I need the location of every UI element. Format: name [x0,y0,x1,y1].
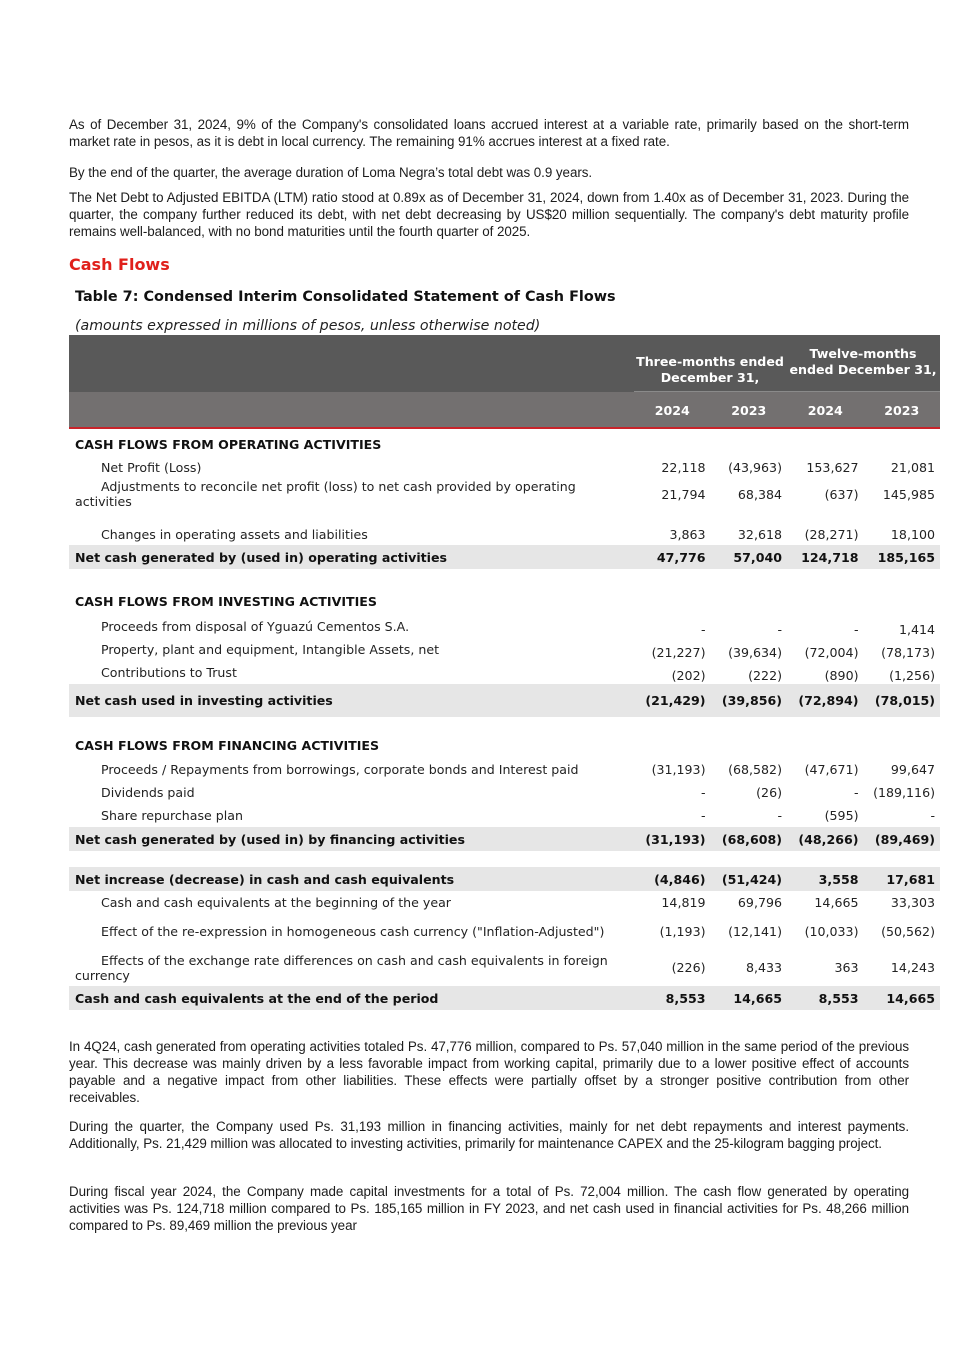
table-row: Changes in operating assets and liabilities 3,863 32,618 (28,271) 18,100 [101,526,935,542]
intro-paragraph-net-debt-ratio: The Net Debt to Adjusted EBITDA (LTM) ratio stood at 0.89x as of December 31, 2024, down from 1.40x as of December 31, 2023. During the quarter, the company further reduced its debt, with net debt decreasing by US$20 million sequentially. The company's debt maturity profile remains well-balanced, with no bond maturities until the fourth quarter of 2025. [69,190,909,239]
total-row-financing: Net cash generated by (used in) by financing activities (31,193) (68,608) (48,266) (89,469) [69,827,940,851]
table-title: Table 7: Condensed Interim Consolidated Statement of Cash Flows [75,289,616,305]
total-row-operating: Net cash generated by (used in) operating activities 47,776 57,040 124,718 185,165 [69,545,940,569]
table-row: Proceeds / Repayments from borrowings, corporate bonds and Interest paid (31,193) (68,582) (47,671) 99,647 [101,762,935,777]
commentary-fiscal-year: During fiscal year 2024, the Company made capital investments for a total of Ps. 72,004 million. The cash flow generated by operating activities was Ps. 124,718 million compared to Ps. 185,165 million in FY 2023, and net cash used in financial activities for Ps. 48,266 million compared to Ps. 89,469 million the previous year [69,1184,909,1233]
header-year-q-2023: 2023 [731,403,767,418]
header-twelve-months: Twelve-months ended December 31, [789,346,937,377]
commentary-operating: In 4Q24, cash generated from operating activities totaled Ps. 47,776 million, compared to Ps. 57,040 million in the same period of the previous year. This decrease was mainly driven by a less favorable impact from working capital, primarily due to a lower positive effect of accounts payable and a negative impact from other liabilities. These effects were partially offset by a stronger positive contribution from other receivables. [69,1039,909,1105]
table-row: Net Profit (Loss) 22,118 (43,963) 153,627 21,081 [101,459,935,475]
commentary-financing-investing: During the quarter, the Company used Ps. 31,193 million in financing activities, mainly for net debt repayments and interest payments. Additionally, Ps. 21,429 million was allocated to investing activities, primarily for maintenance CAPEX and the 25-kilogram bagging project. [69,1119,909,1151]
table-row: Proceeds from disposal of Yguazú Cementos S.A. - - - 1,414 [101,618,935,637]
section-row-financing: CASH FLOWS FROM FINANCING ACTIVITIES [75,737,380,753]
header-year-fy-2023: 2023 [884,403,920,418]
table-row: Cash and cash equivalents at the beginning of the year 14,819 69,796 14,665 33,303 [101,895,935,910]
table-row: Effect of the re-expression in homogeneous cash currency ("Inflation-Adjusted") (1,193) (12,141) (10,033) (50,562) [101,924,935,939]
table-row: Effects of the exchange rate differences on cash and cash equivalents in foreign currency (226) 8,433 363 14,243 [75,952,935,983]
header-divider [634,391,940,392]
table-row: Share repurchase plan - - (595) - [101,808,935,823]
header-three-months: Three-months ended December 31, [636,354,784,385]
section-row-operating: CASH FLOWS FROM OPERATING ACTIVITIES [75,436,382,452]
section-heading-cash-flows: Cash Flows [69,255,170,274]
total-row-end-cash: Cash and cash equivalents at the end of the period 8,553 14,665 8,553 14,665 [69,986,940,1010]
table-row: Property, plant and equipment, Intangible Assets, net (21,227) (39,634) (72,004) (78,173) [101,642,935,660]
total-row-net-increase: Net increase (decrease) in cash and cash equivalents (4,846) (51,424) 3,558 17,681 [69,867,940,891]
total-row-investing: Net cash used in investing activities (21,429) (39,856) (72,894) (78,015) [69,684,940,717]
intro-paragraph-duration: By the end of the quarter, the average duration of Loma Negra’s total debt was 0.9 years. [69,165,593,180]
table-row: Adjustments to reconcile net profit (loss) to net cash provided by operating activities 21,794 68,384 (637) 145,985 [75,479,935,509]
table-header-group-row [69,335,940,392]
header-year-q-2024: 2024 [654,403,690,418]
cash-flow-table [69,335,940,1010]
section-row-investing: CASH FLOWS FROM INVESTING ACTIVITIES [75,593,377,609]
table-row: Contributions to Trust (202) (222) (890) (1,256) [101,665,935,683]
header-year-fy-2024: 2024 [807,403,843,418]
intro-paragraph-variable-rate: As of December 31, 2024, 9% of the Company's consolidated loans accrued interest at a variable rate, primarily based on the short-term market rate in pesos, as it is debt in local currency. The remaining 91% accrues interest at a fixed rate. [69,117,909,149]
table-row: Dividends paid - (26) - (189,116) [101,785,935,800]
table-subtitle: (amounts expressed in millions of pesos, unless otherwise noted) [75,318,541,334]
table-header-years-row [69,392,940,429]
